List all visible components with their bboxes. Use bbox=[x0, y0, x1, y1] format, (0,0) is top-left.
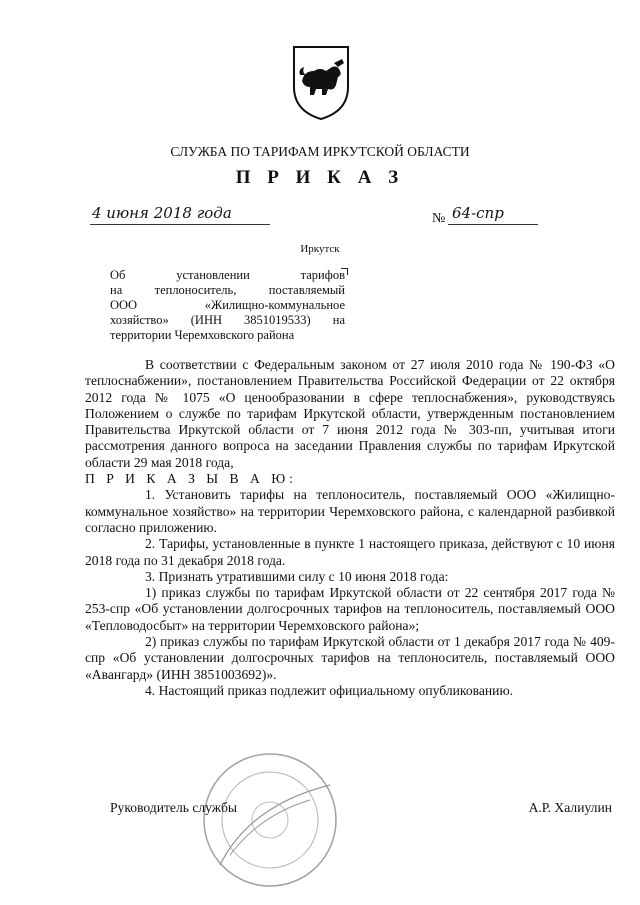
subject-line: ООО «Жилищно-коммунальное bbox=[110, 298, 345, 312]
subject-line: Об установлении тарифов bbox=[110, 268, 345, 282]
preamble-paragraph: В соответствии с Федеральным законом от 27 июля 2010 года № 190-ФЗ «О теплоснабжении», постановлением Правительства Российской Федерации от 22 октября 2012 года № 1075 «О ценообразовании в сфере теплоснабжения», руководствуясь Положением о службе по тарифам Иркутской области, утвержденным постановлением Правительства Иркутской области от 7 июня 2012 года № 303-пп, учитывая итоги рассмотрения данного вопроса на заседании Правления службы по тарифам Иркутской области 29 мая 2018 года, bbox=[85, 357, 615, 470]
signatory-name: А.Р. Халиулин bbox=[528, 800, 612, 815]
order-item-3-2: 2) приказ службы по тарифам Иркутской области от 1 декабря 2017 года № 409-спр «Об установлении долгосрочных тарифов на теплоноситель, поставляемый ООО «Авангард» (ИНН 3851003692)». bbox=[85, 634, 615, 682]
order-date: 4 июня 2018 года bbox=[92, 204, 232, 222]
order-item-2: 2. Тарифы, установленные в пункте 1 настоящего приказа, действуют с 10 июня 2018 года по 31 декабря 2018 года. bbox=[85, 536, 615, 568]
signatory-position: Руководитель службы bbox=[110, 800, 238, 815]
order-item-4: 4. Настоящий приказ подлежит официальному опубликованию. bbox=[145, 682, 513, 698]
seal-stamp bbox=[190, 745, 350, 895]
order-word: П Р И К А З Ы В А Ю: bbox=[85, 471, 297, 487]
order-item-3: 3. Признать утратившими силу с 10 июня 2018 года: bbox=[145, 568, 449, 584]
city-name: Иркутск bbox=[300, 243, 340, 255]
subject-line: территории Черемховского района bbox=[110, 328, 295, 342]
subject-line: на теплоноситель, поставляемый bbox=[110, 283, 345, 297]
order-subject bbox=[110, 268, 345, 343]
order-number: 64-спр bbox=[452, 204, 504, 222]
order-item-1: 1. Установить тарифы на теплоноситель, поставляемый ООО «Жилищно-коммунальное хозяйство» на территории Черемховского района, с календарной разбивкой согласно приложению. bbox=[85, 487, 615, 535]
subject-line: хозяйство» (ИНН 3851019533) на bbox=[110, 313, 345, 327]
date-underline bbox=[90, 224, 270, 225]
organization-name: СЛУЖБА ПО ТАРИФАМ ИРКУТСКОЙ ОБЛАСТИ bbox=[170, 144, 470, 159]
number-underline bbox=[448, 224, 538, 225]
coat-of-arms-emblem bbox=[290, 41, 352, 121]
order-item-3-1: 1) приказ службы по тарифам Иркутской области от 22 сентября 2017 года № 253-спр «Об установлении долгосрочных тарифов на теплоноситель, поставляемый ООО «Тепловодосбыт» на территории Черемховского района»; bbox=[85, 585, 615, 633]
document-title: П Р И К А З bbox=[235, 167, 405, 188]
order-body bbox=[85, 357, 615, 699]
number-sign: № bbox=[432, 211, 446, 226]
